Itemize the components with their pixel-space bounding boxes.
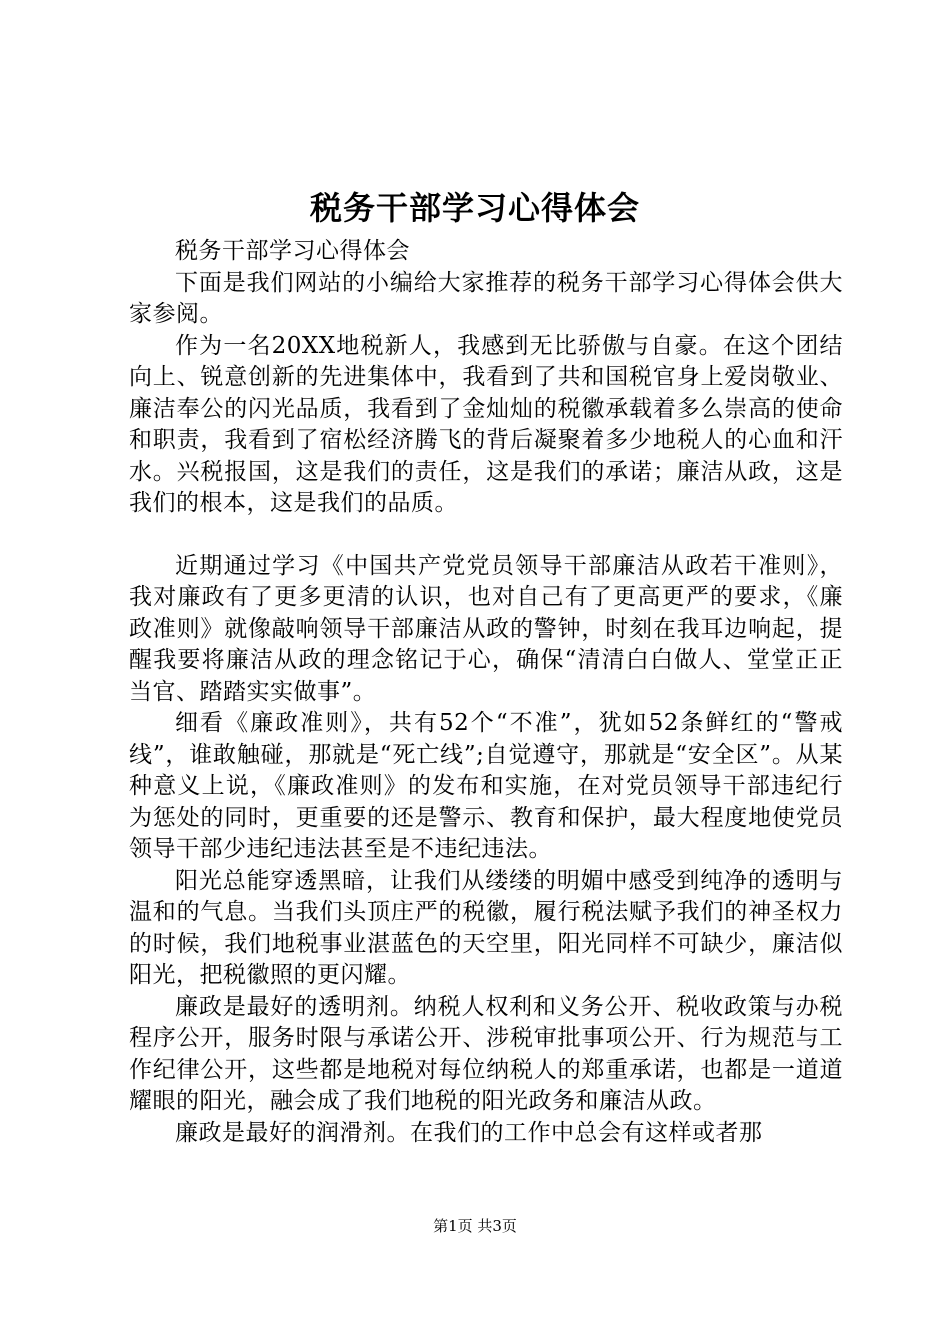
paragraph: 下面是我们网站的小编给大家推荐的税务干部学习心得体会供大家参阅。 — [129, 269, 843, 327]
paragraph: 近期通过学习《中国共产党党员领导干部廉洁从政若干准则》，我对廉政有了更多更清的认识，也对自己有了更高更严的要求，《廉政准则》就像敲响领导干部廉洁从政的警钟，时刻在我耳边响起，提醒我要将廉洁从政的理念铭记于心，确保“清清白白做人、堂堂正正当官、踏踏实实做事”。 — [129, 552, 843, 705]
paragraph: 阳光总能穿透黑暗，让我们从缕缕的明媚中感受到纯净的透明与温和的气息。当我们头顶庄严的税徽，履行税法赋予我们的神圣权力的时候，我们地税事业湛蓝色的天空里，阳光同样不可缺少，廉洁似阳光，把税徽照的更闪耀。 — [129, 867, 843, 988]
paragraph-gap — [129, 520, 843, 551]
paragraph: 税务干部学习心得体会 — [175, 238, 410, 264]
document-title: 税务干部学习心得体会 — [309, 189, 640, 227]
page-footer: 第1页 共3页 — [433, 1217, 517, 1235]
paragraph: 廉政是最好的透明剂。纳税人权利和义务公开、税收政策与办税程序公开，服务时限与承诺公开、涉税审批事项公开、行为规范与工作纪律公开，这些都是地税对每位纳税人的郑重承诺，也都是一道道耀眼的阳光，融会成了我们地税的阳光政务和廉洁从政。 — [129, 993, 843, 1114]
paragraph: 作为一名20XX地税新人，我感到无比骄傲与自豪。在这个团结向上、锐意创新的先进集体中，我看到了共和国税官身上爱岗敬业、廉洁奉公的闪光品质，我看到了金灿灿的税徽承载着多么崇高的使命和职责，我看到了宿松经济腾飞的背后凝聚着多少地税人的心血和汗水。兴税报国，这是我们的责任，这是我们的承诺；廉洁从政，这是我们的根本，这是我们的品质。 — [129, 332, 843, 516]
paragraph: 廉政是最好的润滑剂。在我们的工作中总会有这样或者那 — [175, 1119, 763, 1146]
document-body — [129, 236, 843, 1149]
paragraph: 细看《廉政准则》，共有52个“不准”，犹如52条鲜红的“警戒线”，谁敢触碰，那就是“死亡线”;自觉遵守，那就是“安全区”。从某种意义上说，《廉政准则》的发布和实施，在对党员领导干部违纪行为惩处的同时，更重要的还是警示、教育和保护，最大程度地使党员领导干部少违纪违法甚至是不违纪违法。 — [129, 710, 843, 862]
